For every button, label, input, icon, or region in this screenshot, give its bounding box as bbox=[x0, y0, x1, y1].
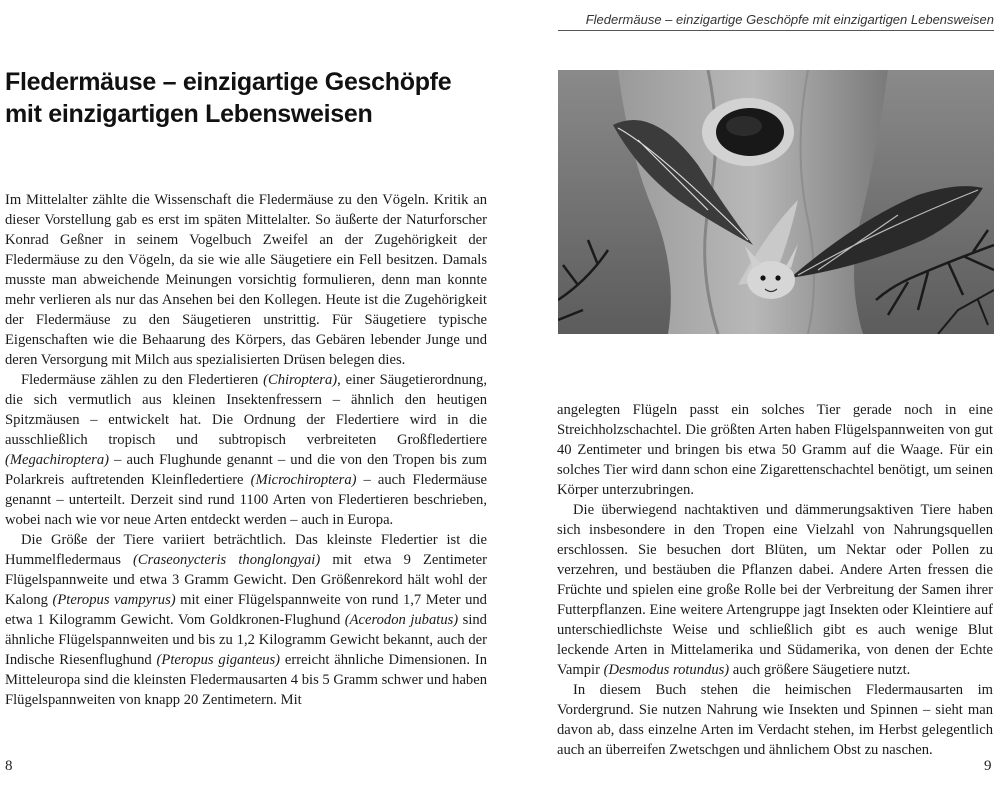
running-head: Fledermäuse – einzigartige Geschöpfe mit einzigartigen Lebensweisen bbox=[558, 12, 994, 31]
text-run: mit einer Flügelspannweite von rund 1,7 Meter und etwa 1 Kilogramm Gewicht. Vom Goldkronen-Flughund bbox=[5, 592, 487, 628]
right-body-text bbox=[557, 400, 993, 760]
bat-illustration bbox=[558, 70, 994, 334]
scientific-name: (Craseonycteris thonglongyai) bbox=[133, 552, 321, 568]
left-body-text bbox=[5, 190, 487, 710]
text-run: Die überwiegend nachtaktiven und dämmerungsaktiven Tiere haben sich insbesondere in den Tropen eine Vielzahl von Nahrungsquellen erschlossen. Sie besuchen dort Blüten, um Nektar oder Pollen zu verzehren, und bestäuben die Pflanzen dabei. Andere Arten fressen die Früchte und spielen eine große Rolle bei der Verbreitung der Samen ihrer Futterpflanzen. Eine weitere Artengruppe jagt Insekten oder Kleintiere auf unterschiedlichste Weise und schließlich gibt es auch wenige Blut leckende Arten in Mittelamerika und Südamerika, von denen der Echte Vampir bbox=[557, 502, 993, 678]
right-page bbox=[500, 0, 1000, 800]
text-run: erreicht ähnliche Dimensionen. In Mitteleuropa sind die kleinsten Fledermausarten 4 bis 5 Gramm schwer und haben Flügelspannweiten von knapp 20 Zentimetern. Mit bbox=[5, 652, 487, 708]
text-run: sind ähnliche Flügelspannweiten und bis zu 1,2 Kilogramm Gewicht bekannt, auch der Indische Riesenflughund bbox=[5, 612, 487, 668]
paragraph bbox=[5, 530, 487, 710]
scientific-name: (Pteropus vampyrus) bbox=[52, 592, 176, 608]
paragraph bbox=[557, 500, 993, 680]
paragraph bbox=[5, 370, 487, 530]
scientific-name: (Chiroptera) bbox=[263, 372, 338, 388]
text-run: mit etwa 9 Zentimeter Flügelspannweite und etwa 3 Gramm Gewicht. Den Größenrekord hält wohl der Kalong bbox=[5, 552, 487, 608]
chapter-title bbox=[5, 66, 485, 130]
text-run: – auch Flughunde genannt – und die von den Tropen bis zum Polarkreis auftretenden Kleinfledertiere bbox=[5, 452, 487, 488]
chapter-title-line-2: mit einzigartigen Lebensweisen bbox=[5, 100, 373, 128]
scientific-name: (Microchiroptera) bbox=[250, 472, 357, 488]
text-run: auch größere Säugetiere nutzt. bbox=[729, 662, 911, 678]
text-run: Fledermäuse zählen zu den Fledertieren bbox=[21, 372, 264, 388]
text-run: , einer Säugetierordnung, die sich vermutlich aus kleinen Insektenfressern – ähnlich den heutigen Spitzmäusen – entwickelt hat. Die Ordnung der Fledertiere wird in die ausschließlich tropisch und subtropisch verbreiteten Großfledertiere bbox=[5, 372, 487, 448]
text-run: Die Größe der Tiere variiert beträchtlich. Das kleinste Fledertier ist die Hummelfledermaus bbox=[5, 532, 487, 568]
paragraph bbox=[557, 400, 993, 500]
scientific-name: (Megachiroptera) bbox=[5, 452, 110, 468]
text-run: In diesem Buch stehen die heimischen Fledermausarten im Vordergrund. Sie nutzen Nahrung wie Insekten und Spinnen – sieht man davon ab, dass einzelne Arten im Verdacht stehen, im Herbst gelegentlich auch an überreifen Zwetschgen und ähnlichem Obst zu naschen. bbox=[557, 682, 993, 758]
text-run: – auch Fledermäuse genannt – unterteilt. Derzeit sind rund 1100 Arten von Fledertieren beschrieben, wobei nach wie vor neue Arten entdeckt werden – auch in Europa. bbox=[5, 472, 488, 528]
text-run: angelegten Flügeln passt ein solches Tier gerade noch in eine Streichholzschachtel. Die größten Arten haben Flügelspannweiten von gut 40 Zentimeter und bringen bis etwa 50 Gramm auf die Waage. Für ein solches Tier wird dann schon eine Zigarettenschachtel benötigt, um seinen Körper unterzubringen. bbox=[557, 402, 993, 498]
page-number-left: 8 bbox=[5, 758, 13, 774]
paragraph bbox=[5, 190, 487, 370]
bat-tree-hollow-drawing bbox=[558, 70, 994, 334]
scientific-name: (Pteropus giganteus) bbox=[156, 652, 281, 668]
page-number-right: 9 bbox=[984, 758, 992, 774]
scientific-name: (Desmodus rotundus) bbox=[603, 662, 730, 678]
scientific-name: (Acerodon jubatus) bbox=[344, 612, 459, 628]
text-run: Im Mittelalter zählte die Wissenschaft die Fledermäuse zu den Vögeln. Kritik an dieser Vorstellung gab es erst im späten Mittelalter. So äußerte der Naturforscher Konrad Geßner in seinem Vogelbuch Zweifel an der Zugehörigkeit der Fledermäuse zu den Vögeln, da sie wie alle Säugetiere ein Fell besitzen. Damals musste man abweichende Meinungen vorsichtig formulieren, denn man konnte mehr verlieren als nur das Ansehen bei den Kollegen. Heute ist die Zugehörigkeit der Fledermäuse zu den Säugetieren unstrittig. Für Säugetiere typische Eigenschaften wie die Behaarung des Körpers, das Gebären lebender Junge und deren Versorgung mit Milch aus spezialisierten Drüsen belegen dies. bbox=[5, 192, 487, 368]
chapter-title-line-1: Fledermäuse – einzigartige Geschöpfe bbox=[5, 68, 452, 96]
paragraph bbox=[557, 680, 993, 760]
